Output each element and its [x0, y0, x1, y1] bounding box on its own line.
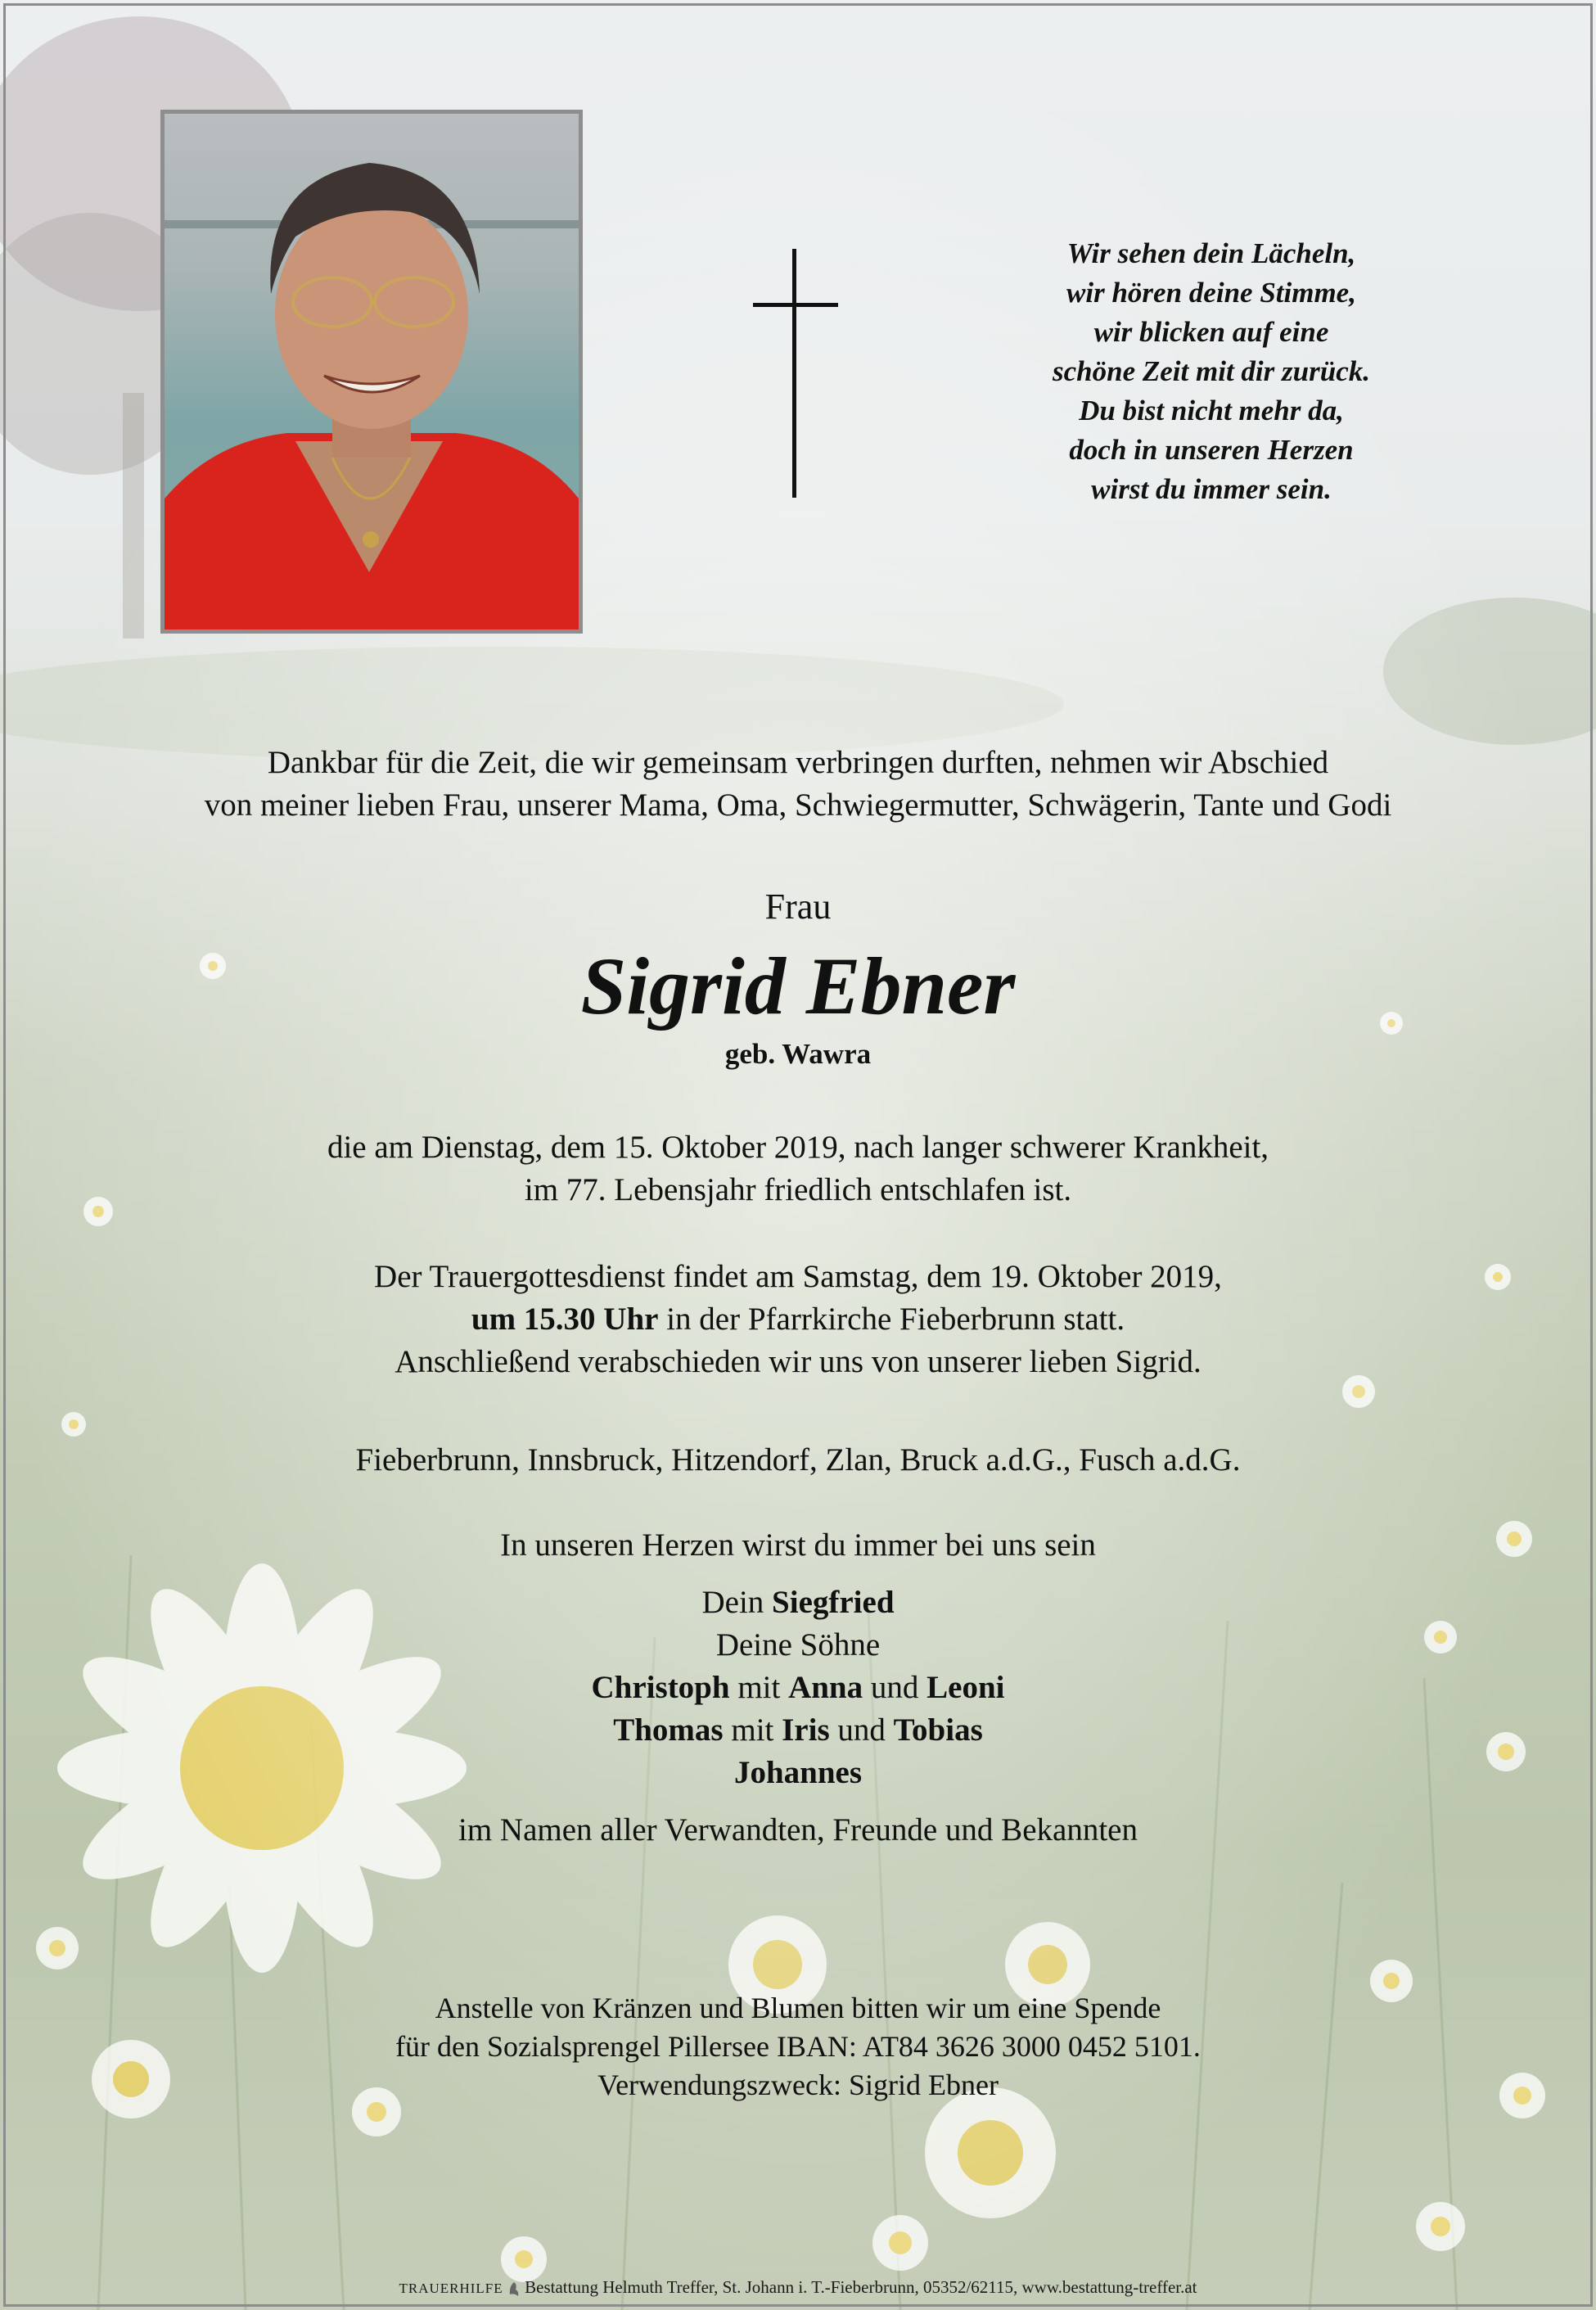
- poem-line: Wir sehen dein Lächeln,: [1066, 237, 1356, 269]
- poem-line: Du bist nicht mehr da,: [1079, 395, 1344, 426]
- memorial-poem: [966, 234, 1457, 509]
- service-line: [0, 1298, 1596, 1341]
- hearts-line: In unseren Herzen wirst du immer bei uns sein: [500, 1527, 1096, 1563]
- intro-line: von meiner lieben Frau, unserer Mama, Oma, Schwiegermutter, Schwägerin, Tante und Godi: [204, 787, 1392, 823]
- poem-line: doch in unseren Herzen: [1069, 434, 1354, 466]
- partner-name: Iris: [782, 1712, 830, 1748]
- dein-label: Dein: [701, 1585, 773, 1620]
- portrait-photo: [160, 110, 583, 634]
- service-time: um 15.30 Uhr: [471, 1302, 659, 1337]
- son-line: [0, 1667, 1596, 1709]
- birth-name: geb. Wawra: [724, 1038, 872, 1070]
- donation-line: Anstelle von Kränzen und Blumen bitten wir um eine Spende: [435, 1992, 1161, 2024]
- footer-brand: TRAUERHILFE: [399, 2281, 503, 2296]
- und-label: und: [829, 1712, 894, 1748]
- husband-line: [0, 1581, 1596, 1624]
- service-line: Anschließend verabschieden wir uns von unserer lieben Sigrid.: [394, 1344, 1202, 1379]
- sons-label: Deine Söhne: [715, 1627, 881, 1663]
- donation-line: für den Sozialsprengel Pillersee IBAN: AT84 3626 3000 0452 5101.: [395, 2030, 1201, 2063]
- grandchild-name: Leoni: [926, 1670, 1005, 1705]
- partner-name: Anna: [788, 1670, 863, 1705]
- deceased-name: Sigrid Ebner: [580, 941, 1016, 1031]
- donation-line: Verwendungszweck: Sigrid Ebner: [597, 2069, 999, 2101]
- salutation: Frau: [764, 887, 832, 927]
- on-behalf-line: im Namen aller Verwandten, Freunde und Bekannten: [458, 1812, 1138, 1848]
- poem-line: wirst du immer sein.: [1091, 473, 1332, 505]
- footer: [0, 2277, 1596, 2298]
- footer-text: Bestattung Helmuth Treffer, St. Johann i. T.-Fieberbrunn, 05352/62115, www.bestattung-treffer.at: [525, 2277, 1197, 2297]
- poem-line: schöne Zeit mit dir zurück.: [1053, 355, 1370, 387]
- intro-text: [0, 742, 1596, 827]
- son-line: [0, 1752, 1596, 1794]
- son-name: Christoph: [591, 1670, 730, 1705]
- poem-line: wir hören deine Stimme,: [1066, 277, 1356, 309]
- death-line: im 77. Lebensjahr friedlich entschlafen ist.: [524, 1172, 1072, 1207]
- son-name: Thomas: [613, 1712, 724, 1748]
- service-location: in der Pfarrkirche Fieberbrunn statt.: [658, 1302, 1125, 1337]
- mit-label: mit: [723, 1712, 782, 1748]
- cross-icon: [753, 249, 838, 498]
- husband-name: Siegfried: [772, 1585, 895, 1620]
- grandchild-name: Tobias: [893, 1712, 983, 1748]
- intro-line: Dankbar für die Zeit, die wir gemeinsam verbringen durften, nehmen wir Abschied: [267, 745, 1329, 780]
- son-name: Johannes: [733, 1755, 863, 1790]
- donation-request: [0, 1989, 1596, 2105]
- funeral-service: [0, 1256, 1596, 1383]
- death-line: die am Dienstag, dem 15. Oktober 2019, nach langer schwerer Krankheit,: [327, 1130, 1269, 1165]
- family-list: [0, 1581, 1596, 1794]
- poem-line: wir blicken auf eine: [1093, 316, 1329, 348]
- und-label: und: [863, 1670, 927, 1705]
- places: Fieberbrunn, Innsbruck, Hitzendorf, Zlan, Bruck a.d.G., Fusch a.d.G.: [355, 1442, 1241, 1478]
- service-line: Der Trauergottesdienst findet am Samstag, dem 19. Oktober 2019,: [374, 1259, 1222, 1294]
- mit-label: mit: [729, 1670, 789, 1705]
- death-notice: [0, 1126, 1596, 1211]
- son-line: [0, 1709, 1596, 1752]
- dove-logo-icon: [507, 2280, 521, 2298]
